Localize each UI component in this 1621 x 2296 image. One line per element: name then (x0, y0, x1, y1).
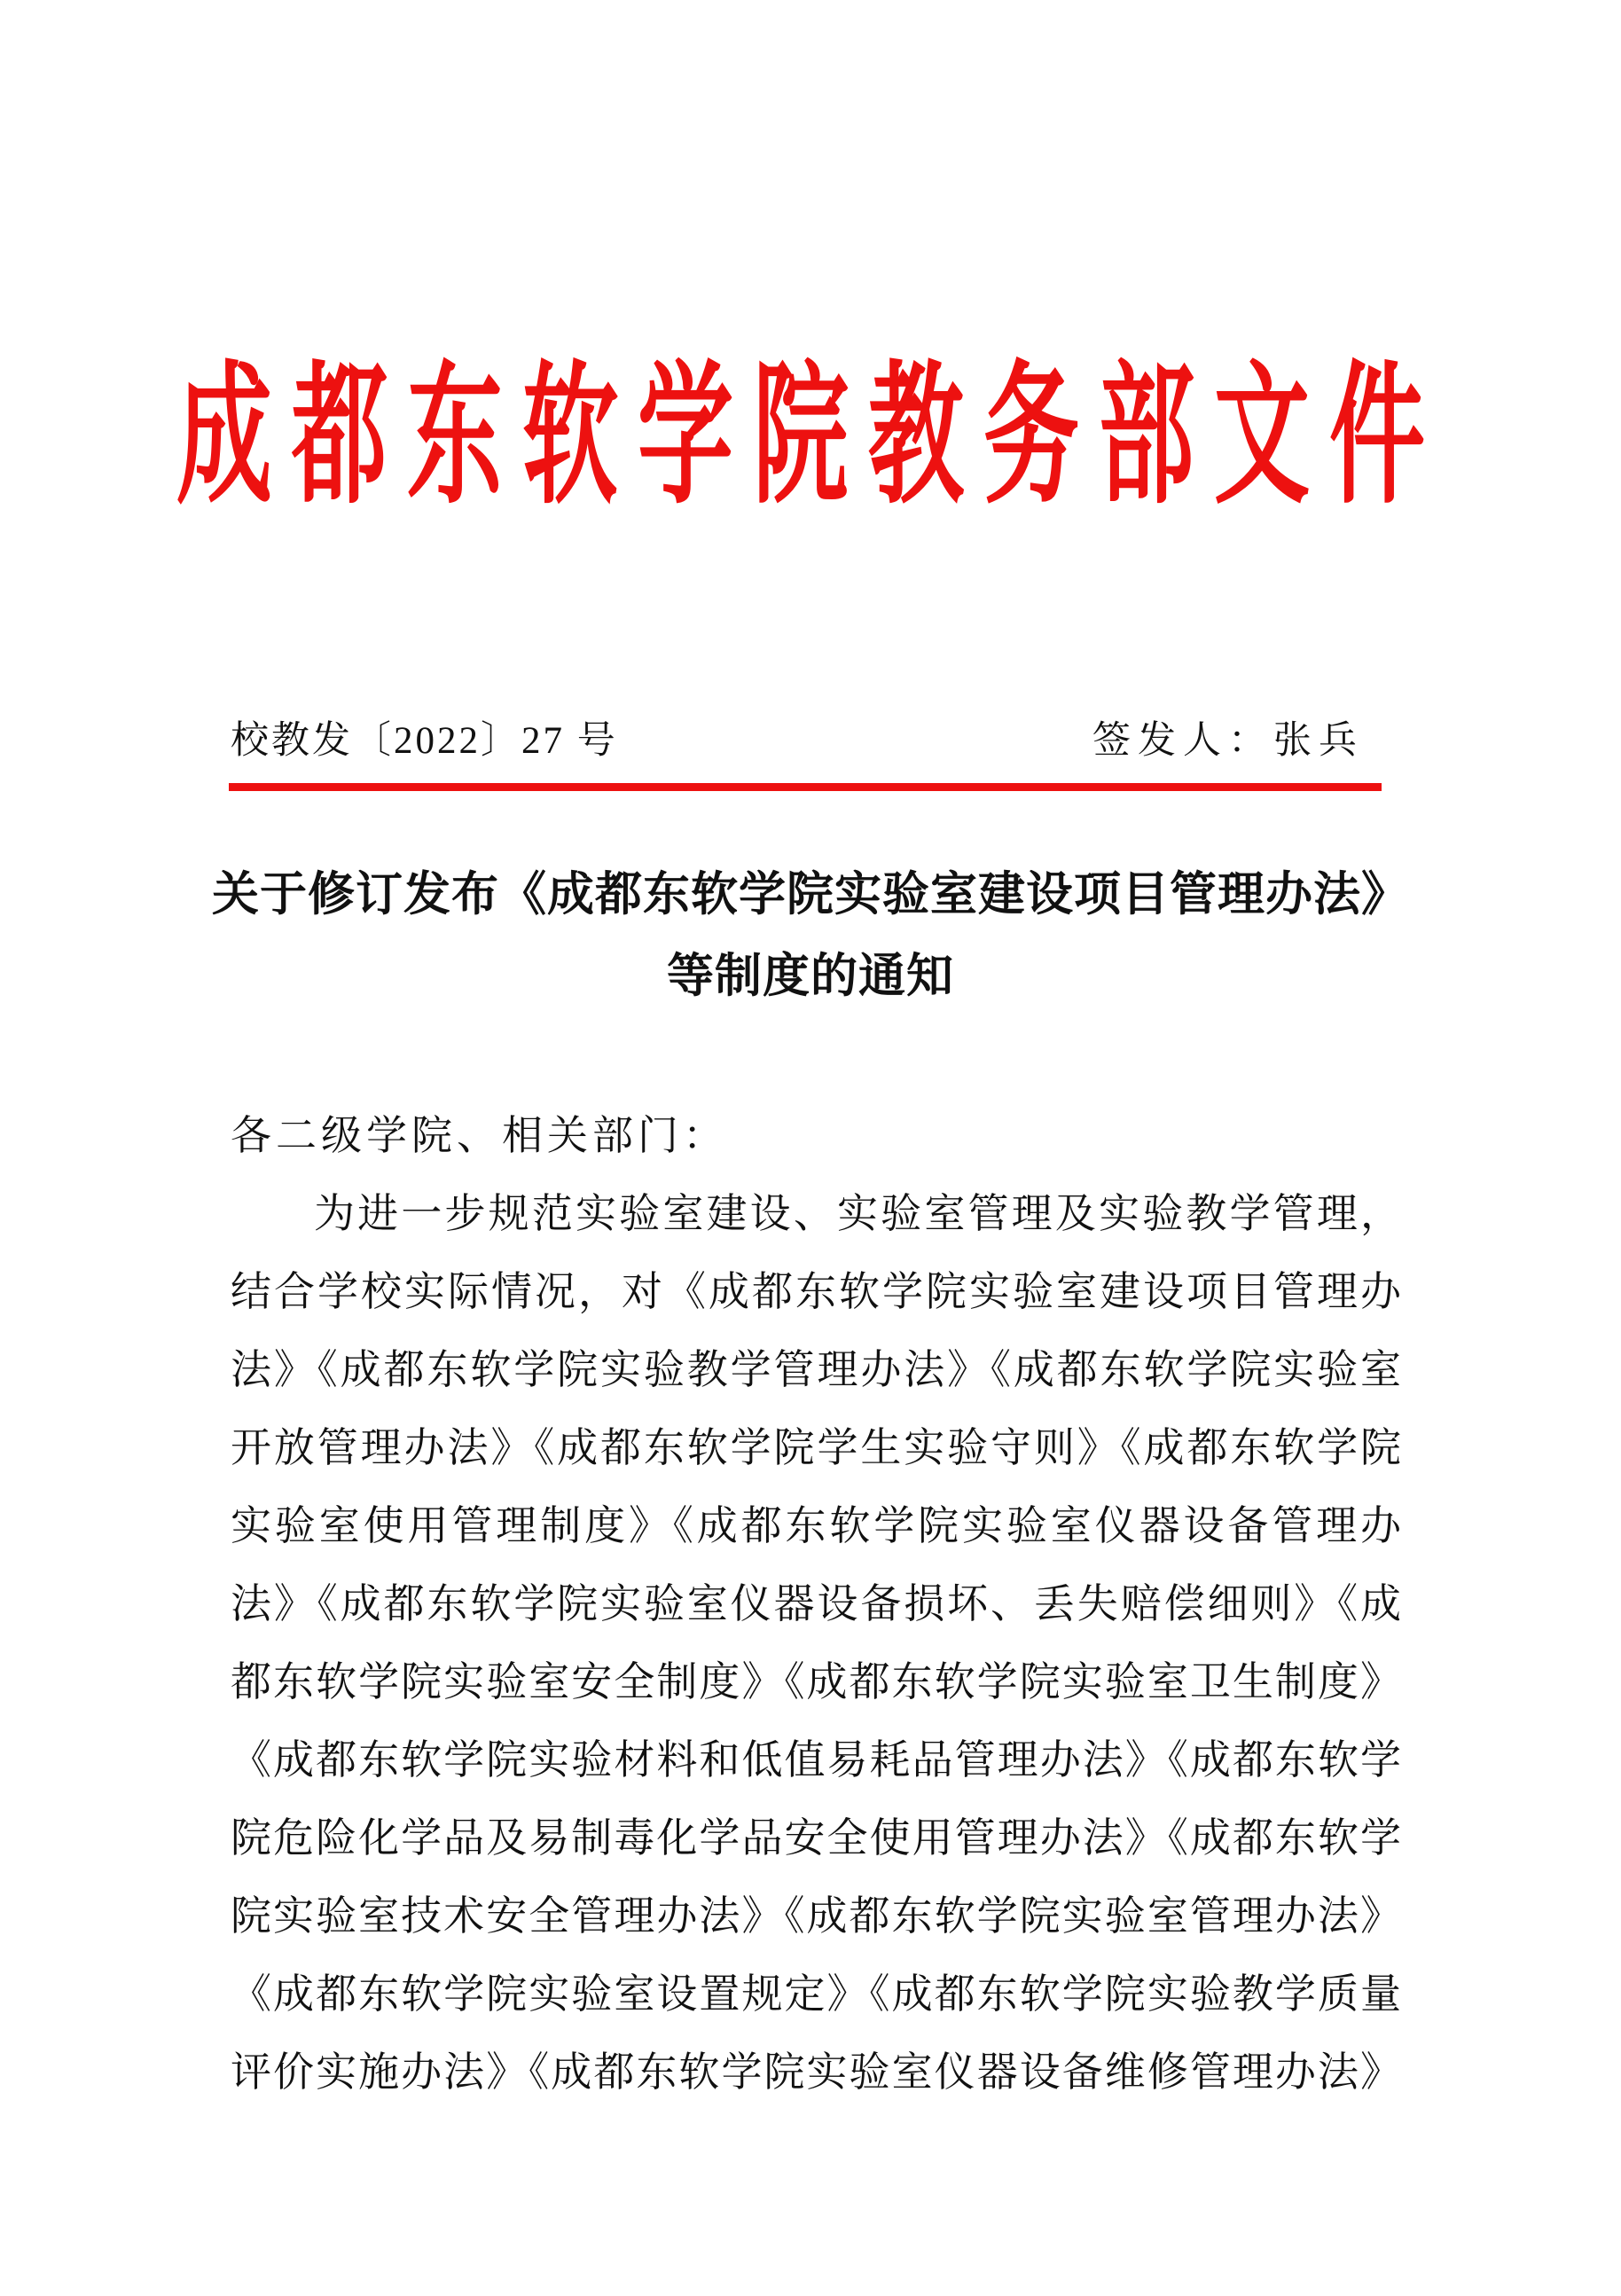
body-line-9: 院危险化学品及易制毒化学品安全使用管理办法》《成都东软学 (231, 1815, 1401, 1861)
red-divider-line (229, 783, 1382, 791)
doc-number: 校教发〔2022〕27 号 (231, 720, 618, 762)
body-line-1: 为进一步规范实验室建设、实验室管理及实验教学管理， (314, 1191, 1401, 1236)
body-line-2: 结合学校实际情况，对《成都东软学院实验室建设项目管理办 (231, 1269, 1401, 1314)
body-line-4: 开放管理办法》《成都东软学院学生实验守则》《成都东软学院 (231, 1425, 1401, 1470)
issuer-name: 签发人：张兵 (1092, 720, 1364, 762)
body-line-11: 《成都东软学院实验室设置规定》《成都东软学院实验教学质量 (231, 1971, 1401, 2017)
notice-title-line2: 等制度的通知 (667, 951, 954, 1002)
doc-meta-row (231, 720, 1401, 763)
body-line-12: 评价实施办法》《成都东软学院实验室仪器设备维修管理办法》 (231, 2049, 1401, 2095)
body-line-3: 法》《成都东软学院实验教学管理办法》《成都东软学院实验室 (231, 1347, 1401, 1392)
notice-title-line1: 关于修订发布《成都东软学院实验室建设项目管理办法》 (212, 869, 1409, 921)
body-line-7: 都东软学院实验室安全制度》《成都东软学院实验室卫生制度》 (231, 1659, 1401, 1704)
notice-title (0, 854, 1621, 1017)
body-line-6: 法》《成都东软学院实验室仪器设备损坏、丢失赔偿细则》《成 (231, 1581, 1401, 1626)
body-line-8: 《成都东软学院实验材料和低值易耗品管理办法》《成都东软学 (231, 1737, 1401, 1783)
salutation: 各二级学院、相关部门： (231, 1113, 728, 1158)
body-line-10: 院实验室技术安全管理办法》《成都东软学院实验室管理办法》 (231, 1893, 1401, 1939)
document-masthead-title: 成都东软学院教务部文件 (176, 353, 1445, 523)
document-body (231, 1097, 1401, 2112)
body-line-5: 实验室使用管理制度》《成都东软学院实验室仪器设备管理办 (231, 1503, 1401, 1548)
